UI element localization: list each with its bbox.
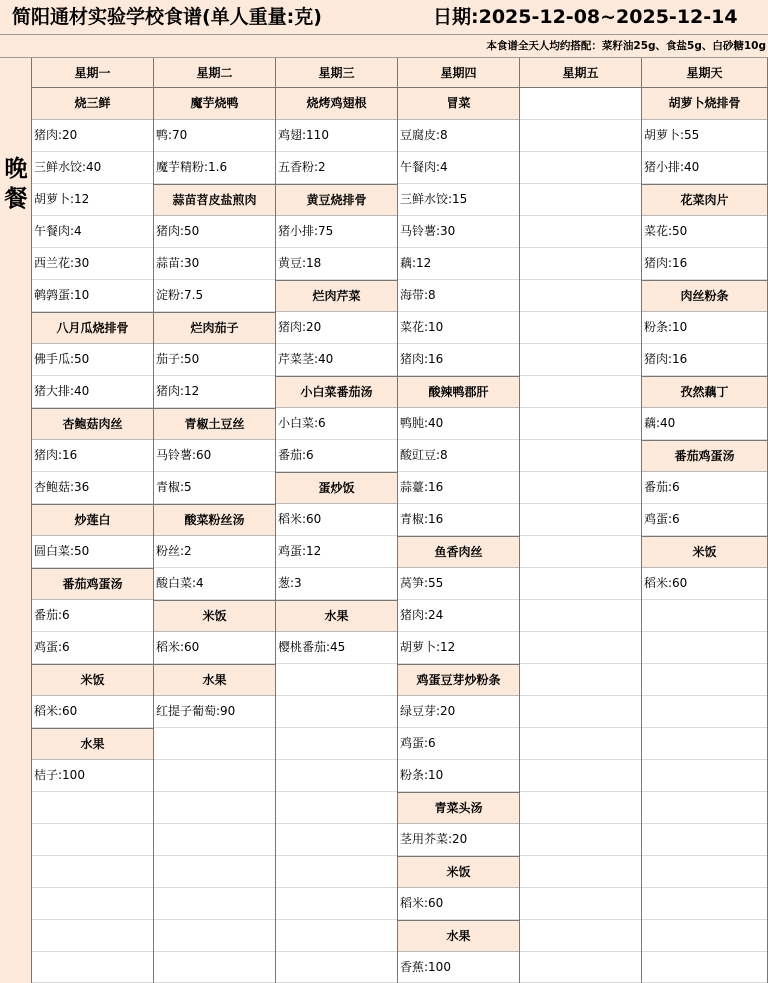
dish-name: 烂肉芹菜 <box>276 280 397 312</box>
ingredient-item: 猪肉:16 <box>32 440 153 472</box>
dish-name: 水果 <box>32 728 153 760</box>
empty-cell <box>642 728 767 760</box>
empty-cell <box>520 504 641 536</box>
empty-cell <box>520 824 641 856</box>
empty-cell <box>520 376 641 408</box>
empty-cell <box>520 920 641 952</box>
ingredient-item: 猪肉:24 <box>398 600 519 632</box>
ingredient-item: 酸豇豆:8 <box>398 440 519 472</box>
dish-name: 青菜头汤 <box>398 792 519 824</box>
ingredient-item: 豆腐皮:8 <box>398 120 519 152</box>
dish-name: 蛋炒饭 <box>276 472 397 504</box>
ingredient-item: 菜花:50 <box>642 216 767 248</box>
ingredient-item: 圆白菜:50 <box>32 536 153 568</box>
empty-cell <box>520 600 641 632</box>
dish-name: 水果 <box>154 664 275 696</box>
day-header: 星期天 <box>642 58 768 88</box>
ingredient-item: 酸白菜:4 <box>154 568 275 600</box>
ingredient-item: 猪大排:40 <box>32 376 153 408</box>
ingredient-item: 鹌鹑蛋:10 <box>32 280 153 312</box>
ingredient-item: 青椒:5 <box>154 472 275 504</box>
empty-cell <box>520 664 641 696</box>
ingredient-item: 番茄:6 <box>642 472 767 504</box>
menu-title: 简阳通材实验学校食谱(单人重量:克) <box>12 6 322 28</box>
empty-cell <box>154 856 275 888</box>
dish-name: 烂肉茄子 <box>154 312 275 344</box>
day-column <box>398 88 520 983</box>
ingredient-item: 香蕉:100 <box>398 952 519 983</box>
ingredient-item: 芹菜茎:40 <box>276 344 397 376</box>
ingredient-item: 稻米:60 <box>642 568 767 600</box>
ingredient-item: 杏鲍菇:36 <box>32 472 153 504</box>
ingredient-item: 番茄:6 <box>32 600 153 632</box>
dish-name: 米饭 <box>154 600 275 632</box>
ingredient-item: 马铃薯:60 <box>154 440 275 472</box>
ingredient-item: 猪肉:12 <box>154 376 275 408</box>
ingredient-item: 佛手瓜:50 <box>32 344 153 376</box>
day-header: 星期三 <box>276 58 398 88</box>
empty-cell <box>642 824 767 856</box>
empty-cell <box>642 888 767 920</box>
meal-column <box>0 58 32 983</box>
empty-cell <box>276 664 397 696</box>
day-column <box>32 88 154 983</box>
ingredient-item: 鸭肫:40 <box>398 408 519 440</box>
dish-name: 杏鲍菇肉丝 <box>32 408 153 440</box>
empty-cell <box>520 536 641 568</box>
dish-name: 青椒土豆丝 <box>154 408 275 440</box>
empty-cell <box>520 344 641 376</box>
empty-cell <box>520 856 641 888</box>
empty-cell <box>276 824 397 856</box>
empty-cell <box>642 792 767 824</box>
empty-cell <box>32 856 153 888</box>
ingredient-item: 鸡蛋:12 <box>276 536 397 568</box>
ingredient-item: 桔子:100 <box>32 760 153 792</box>
empty-cell <box>520 184 641 216</box>
dish-name: 蒜苗苕皮盐煎肉 <box>154 184 275 216</box>
empty-cell <box>520 728 641 760</box>
empty-cell <box>32 952 153 983</box>
ingredient-item: 猪肉:20 <box>32 120 153 152</box>
ingredient-item: 猪肉:20 <box>276 312 397 344</box>
empty-cell <box>154 952 275 983</box>
day-header: 星期一 <box>32 58 154 88</box>
ingredient-item: 稻米:60 <box>154 632 275 664</box>
day-header: 星期五 <box>520 58 642 88</box>
empty-cell <box>154 792 275 824</box>
empty-cell <box>520 248 641 280</box>
empty-cell <box>276 792 397 824</box>
ingredient-item: 海带:8 <box>398 280 519 312</box>
empty-cell <box>642 696 767 728</box>
dish-name: 烧三鲜 <box>32 88 153 120</box>
dish-name: 冒菜 <box>398 88 519 120</box>
ingredient-item: 三鲜水饺:15 <box>398 184 519 216</box>
dish-name: 魔芋烧鸭 <box>154 88 275 120</box>
ingredient-item: 葱:3 <box>276 568 397 600</box>
empty-cell <box>154 728 275 760</box>
empty-cell <box>32 792 153 824</box>
dish-name: 小白菜番茄汤 <box>276 376 397 408</box>
empty-cell <box>520 88 641 120</box>
empty-cell <box>642 920 767 952</box>
day-column <box>154 88 276 983</box>
empty-cell <box>276 952 397 983</box>
ingredient-item: 小白菜:6 <box>276 408 397 440</box>
empty-cell <box>520 888 641 920</box>
ingredient-item: 粉条:10 <box>398 760 519 792</box>
ingredient-item: 粉条:10 <box>642 312 767 344</box>
ingredient-item: 猪小排:40 <box>642 152 767 184</box>
ingredient-item: 蒜苗:30 <box>154 248 275 280</box>
ingredient-item: 西兰花:30 <box>32 248 153 280</box>
ingredient-item: 青椒:16 <box>398 504 519 536</box>
empty-cell <box>520 952 641 983</box>
ingredient-item: 稻米:60 <box>32 696 153 728</box>
ingredient-item: 番茄:6 <box>276 440 397 472</box>
ingredient-item: 鸡蛋:6 <box>642 504 767 536</box>
ingredient-item: 魔芋精粉:1.6 <box>154 152 275 184</box>
empty-cell <box>642 856 767 888</box>
nutrition-note-text: 本食谱全天人均约搭配：菜籽油25g、食盐5g、白砂糖10g <box>486 40 766 52</box>
ingredient-item: 猪肉:16 <box>642 248 767 280</box>
dish-name: 酸菜粉丝汤 <box>154 504 275 536</box>
ingredient-item: 樱桃番茄:45 <box>276 632 397 664</box>
dish-name: 肉丝粉条 <box>642 280 767 312</box>
ingredient-item: 粉丝:2 <box>154 536 275 568</box>
dish-name: 八月瓜烧排骨 <box>32 312 153 344</box>
dish-name: 米饭 <box>32 664 153 696</box>
dish-name: 酸辣鸭郡肝 <box>398 376 519 408</box>
ingredient-item: 蒜薹:16 <box>398 472 519 504</box>
ingredient-item: 猪小排:75 <box>276 216 397 248</box>
empty-cell <box>642 600 767 632</box>
ingredient-item: 午餐肉:4 <box>398 152 519 184</box>
empty-cell <box>276 856 397 888</box>
empty-cell <box>520 696 641 728</box>
empty-cell <box>520 792 641 824</box>
ingredient-item: 淀粉:7.5 <box>154 280 275 312</box>
dish-name: 番茄鸡蛋汤 <box>642 440 767 472</box>
dish-name: 鱼香肉丝 <box>398 536 519 568</box>
dish-name: 番茄鸡蛋汤 <box>32 568 153 600</box>
empty-cell <box>520 440 641 472</box>
nutrition-note <box>0 35 768 58</box>
empty-cell <box>154 888 275 920</box>
title-bar <box>0 0 768 35</box>
ingredient-item: 鸡翅:110 <box>276 120 397 152</box>
ingredient-item: 藕:12 <box>398 248 519 280</box>
empty-cell <box>276 888 397 920</box>
ingredient-item: 五香粉:2 <box>276 152 397 184</box>
dish-name: 孜然藕丁 <box>642 376 767 408</box>
ingredient-item: 黄豆:18 <box>276 248 397 280</box>
ingredient-item: 猪肉:16 <box>642 344 767 376</box>
empty-cell <box>642 952 767 983</box>
empty-cell <box>642 760 767 792</box>
empty-cell <box>154 824 275 856</box>
ingredient-item: 菜花:10 <box>398 312 519 344</box>
dish-name: 米饭 <box>642 536 767 568</box>
ingredient-item: 猪肉:16 <box>398 344 519 376</box>
empty-cell <box>520 312 641 344</box>
ingredient-item: 鸭:70 <box>154 120 275 152</box>
ingredient-item: 藕:40 <box>642 408 767 440</box>
ingredient-item: 猪肉:50 <box>154 216 275 248</box>
empty-cell <box>520 216 641 248</box>
day-column <box>520 88 642 983</box>
ingredient-item: 三鲜水饺:40 <box>32 152 153 184</box>
empty-cell <box>154 760 275 792</box>
empty-cell <box>32 888 153 920</box>
empty-cell <box>276 920 397 952</box>
empty-cell <box>520 472 641 504</box>
dish-name: 鸡蛋豆芽炒粉条 <box>398 664 519 696</box>
ingredient-item: 鸡蛋:6 <box>398 728 519 760</box>
day-column <box>642 88 768 983</box>
ingredient-item: 茎用芥菜:20 <box>398 824 519 856</box>
ingredient-item: 胡萝卜:12 <box>398 632 519 664</box>
empty-cell <box>520 760 641 792</box>
ingredient-item: 莴笋:55 <box>398 568 519 600</box>
meal-label: 晚餐 <box>4 155 28 212</box>
dish-name: 水果 <box>398 920 519 952</box>
ingredient-item: 胡萝卜:12 <box>32 184 153 216</box>
empty-cell <box>520 568 641 600</box>
dish-name: 炒莲白 <box>32 504 153 536</box>
dish-name: 水果 <box>276 600 397 632</box>
empty-cell <box>520 280 641 312</box>
ingredient-item: 鸡蛋:6 <box>32 632 153 664</box>
empty-cell <box>276 696 397 728</box>
empty-cell <box>520 120 641 152</box>
dish-name: 花菜肉片 <box>642 184 767 216</box>
empty-cell <box>520 152 641 184</box>
dish-name: 胡萝卜烧排骨 <box>642 88 767 120</box>
empty-cell <box>642 632 767 664</box>
ingredient-item: 红提子葡萄:90 <box>154 696 275 728</box>
dish-name: 米饭 <box>398 856 519 888</box>
ingredient-item: 胡萝卜:55 <box>642 120 767 152</box>
ingredient-item: 马铃薯:30 <box>398 216 519 248</box>
empty-cell <box>32 824 153 856</box>
day-header: 星期四 <box>398 58 520 88</box>
day-header: 星期二 <box>154 58 276 88</box>
day-column <box>276 88 398 983</box>
empty-cell <box>154 920 275 952</box>
ingredient-item: 稻米:60 <box>398 888 519 920</box>
empty-cell <box>276 728 397 760</box>
ingredient-item: 稻米:60 <box>276 504 397 536</box>
empty-cell <box>520 408 641 440</box>
empty-cell <box>520 632 641 664</box>
empty-cell <box>642 664 767 696</box>
ingredient-item: 茄子:50 <box>154 344 275 376</box>
ingredient-item: 午餐肉:4 <box>32 216 153 248</box>
menu-date-range: 日期:2025-12-08~2025-12-14 <box>433 6 738 28</box>
empty-cell <box>276 760 397 792</box>
empty-cell <box>32 920 153 952</box>
dish-name: 烧烤鸡翅根 <box>276 88 397 120</box>
dish-name: 黄豆烧排骨 <box>276 184 397 216</box>
ingredient-item: 绿豆芽:20 <box>398 696 519 728</box>
